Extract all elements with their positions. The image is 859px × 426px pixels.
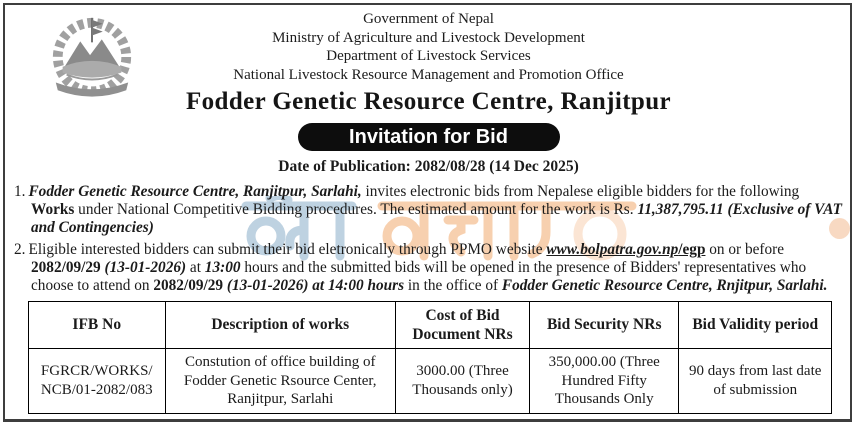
table-row bbox=[29, 348, 832, 413]
table-cell: FGRCR/WORKS/ NCB/01-2082/083 bbox=[29, 348, 166, 413]
table-cell: 350,000.00 (Three Hundred Fifty Thousands Only bbox=[530, 348, 679, 413]
table-cell: 90 days from last date of submission bbox=[679, 348, 832, 413]
notice-paragraphs bbox=[14, 183, 843, 295]
paragraph-text: (13-01-2026) bbox=[104, 259, 187, 277]
paragraph-number: 1. bbox=[14, 183, 26, 200]
paragraph-text: 13:00 bbox=[204, 259, 241, 277]
org-line-department: Department of Livestock Services bbox=[326, 48, 531, 64]
paragraph-text: under National Competitive Bidding procedures. The estimated amount for the work is Rs. bbox=[74, 200, 638, 218]
paragraph-text: 2082/09/29 bbox=[31, 259, 101, 277]
paragraph-text: Fodder Genetic Resource Centre, Ranjitpur, Sarlahi, bbox=[28, 183, 362, 200]
table-cell: 3000.00 (Three Thousands only) bbox=[395, 348, 529, 413]
paragraph-text: Works bbox=[31, 200, 75, 218]
paragraph-text: /egp bbox=[678, 241, 706, 259]
bolpatra-url: www.bolpatra.gov.np bbox=[546, 241, 679, 259]
paragraph-text: invites electronic bids from Nepalese eligible bidders for the following bbox=[361, 183, 800, 200]
table-header-cell: Description of works bbox=[165, 301, 395, 348]
table-header-cell: Cost of Bid Document NRs bbox=[395, 301, 529, 348]
table-header-row bbox=[29, 301, 832, 348]
paragraph-text: in the office of bbox=[404, 276, 502, 294]
table-header-cell: IFB No bbox=[29, 301, 166, 348]
paragraph-text: 2082/09/29 bbox=[153, 276, 227, 294]
paragraph-text: (13-01-2026) at 14:00 hours bbox=[226, 276, 405, 294]
bid-table bbox=[28, 301, 832, 414]
page-title: Fodder Genetic Resource Centre, Ranjitpur bbox=[185, 88, 672, 115]
paragraph-text: at bbox=[186, 259, 205, 277]
paragraph-text: hours and the submitted bids will be opened in the presence of Bidders' representatives who choose to attend on bbox=[31, 259, 807, 294]
paragraph-number: 2. bbox=[14, 241, 26, 259]
invitation-banner: Invitation for Bid bbox=[298, 123, 560, 151]
paragraph-text: 11,387,795.11 (Exclusive of VAT and Contingencies) bbox=[31, 200, 842, 236]
publication-date: Date of Publication: 2082/08/28 (14 Dec 2025) bbox=[278, 158, 579, 175]
paragraph-text: Eligible interested bidders can submit their bid eletronically through PPMO website bbox=[28, 241, 547, 259]
notice-paragraph bbox=[14, 241, 843, 294]
table-cell: Constution of office building of Fodder Genetic Rsource Center, Ranjitpur, Sarlahi bbox=[165, 348, 395, 413]
org-line-ministry: Ministry of Agriculture and Livestock Development bbox=[272, 29, 585, 46]
notice-paragraph bbox=[14, 183, 843, 236]
paragraph-text: Fodder Genetic Resource Centre, Rnjitpur, Sarlahi. bbox=[501, 276, 828, 294]
table-header-cell: Bid Security NRs bbox=[530, 301, 679, 348]
paragraph-text: on or before bbox=[705, 241, 785, 259]
org-line-office: National Livestock Resource Management and Promotion Office bbox=[233, 66, 624, 83]
table-header-cell: Bid Validity period bbox=[679, 301, 832, 348]
org-line-country: Government of Nepal bbox=[363, 11, 494, 27]
